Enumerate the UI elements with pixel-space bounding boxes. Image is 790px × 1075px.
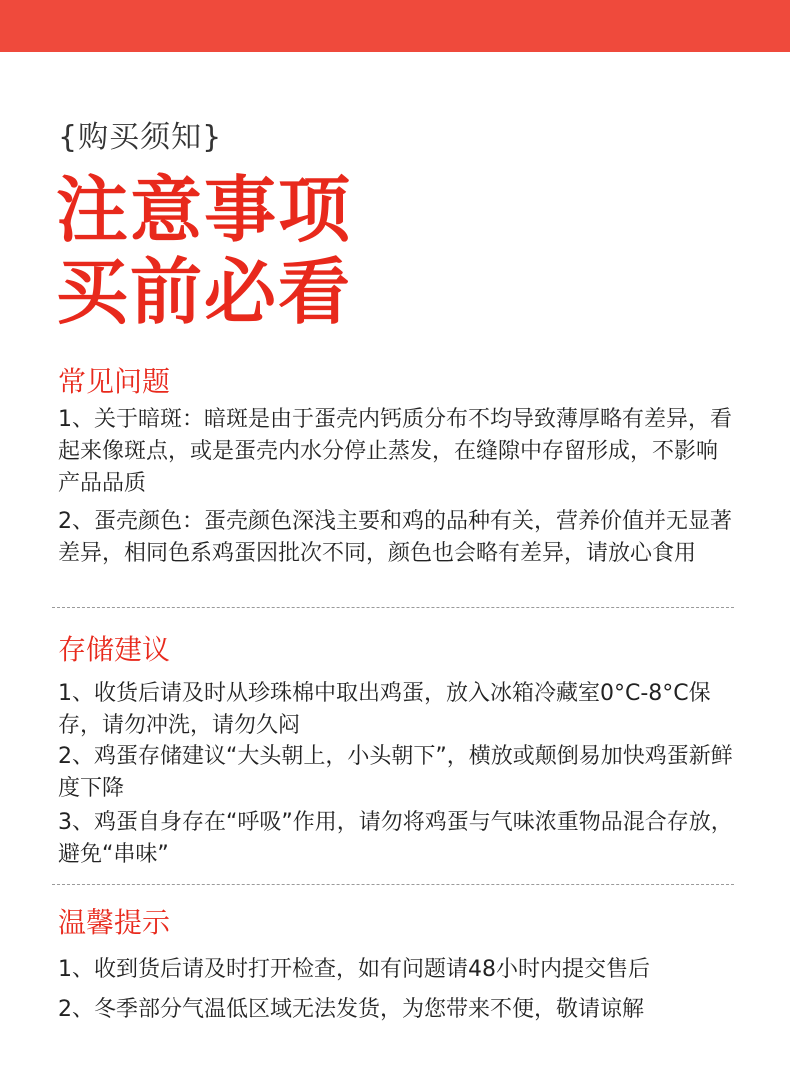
top-banner-bar [0, 0, 790, 52]
tips-item-2: 2、冬季部分气温低区域无法发货，为您带来不便，敬请谅解 [58, 997, 644, 1022]
storage-item-1: 1、收货后请及时从珍珠棉中取出鸡蛋，放入冰箱冷藏室0°C-8°C保存，请勿冲洗，请勿久闷 [58, 681, 711, 738]
section-title-faq: 常见问题 [58, 365, 171, 398]
section-title-tips: 温馨提示 [58, 906, 171, 939]
storage-item-2: 2、鸡蛋存储建议“大头朝上，小头朝下”，横放或颠倒易加快鸡蛋新鲜度下降 [58, 744, 733, 801]
section-title-storage: 存储建议 [58, 633, 171, 666]
headline-line-2: 买前必看 [56, 250, 353, 334]
headline-line-1: 注意事项 [56, 168, 353, 252]
faq-item-2: 2、蛋壳颜色：蛋壳颜色深浅主要和鸡的品种有关，营养价值并无显著差异，相同色系鸡蛋因批次不同，颜色也会略有差异，请放心食用 [58, 509, 732, 566]
tips-item-1: 1、收到货后请及时打开检查，如有问题请48小时内提交售后 [58, 957, 650, 982]
faq-item-1: 1、关于暗斑：暗斑是由于蛋壳内钙质分布不均导致薄厚略有差异，看起来像斑点，或是蛋壳内水分停止蒸发，在缝隙中存留形成，不影响产品品质 [58, 407, 732, 496]
storage-item-3: 3、鸡蛋自身存在“呼吸”作用，请勿将鸡蛋与气味浓重物品混合存放，避免“串味” [58, 810, 733, 867]
purchase-notice-subtitle: {购买须知} [58, 120, 223, 155]
section-divider [52, 884, 734, 885]
section-divider [52, 607, 734, 608]
